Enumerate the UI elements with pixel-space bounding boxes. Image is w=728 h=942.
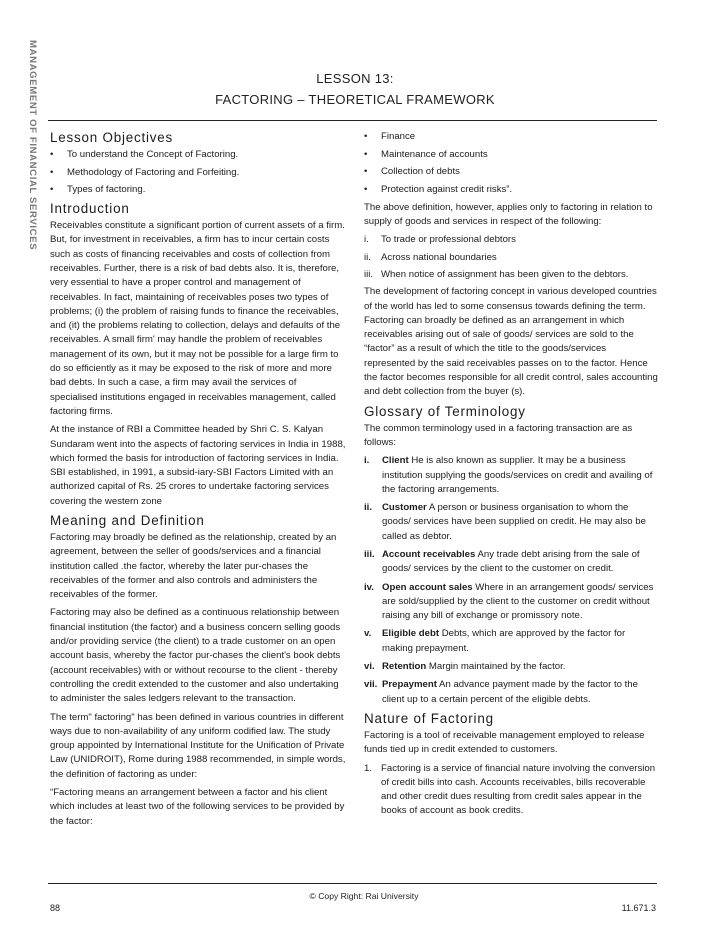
- glossary-item: [364, 627, 658, 656]
- service-item: • Finance: [364, 130, 658, 144]
- introduction-paragraph: Receivables constitute a significant portion of current assets of a firm. But, for investment in receivables, a firm has to incur certain costs such as costs of financing receivables and costs of collection from receivables. Further, there is a risk of bad debts also. It is, therefore, very essential to have a proper control and management of receivables. In fact, maintaining of receivables poses two types of problems; (i) the problem of raising funds to finance the receivables, and (it) the problems relating to collection, delays and defaults of the receivables. A small firm' may handle the problem of receivables management of its own, but it may not be possible for a large firm to do so efficiently as it may be exposed to the risk of more and more bad debts. In such a case, a firm may avail the services of specialised institutions engaged in receivables management, called factoring firms.: [50, 220, 345, 417]
- condition-text: When notice of assignment has been given to the debtors.: [381, 268, 629, 280]
- objective-item: • Methodology of Factoring and Forfeiting.: [50, 166, 346, 180]
- meaning-paragraph: Factoring may also be defined as a continuous relationship between financial institution (the factor) and a business concern selling goods and/or providing service (the client) to a trade customer on an open account basis, whereby the factor pur-chases the client's book debts (account receivables) with or without recourse to the client - thereby controlling the credit extended to the customer and also undertaking to administer the sales ledgers relevant to the transaction.: [50, 607, 341, 705]
- list-marker: iii.: [364, 548, 375, 560]
- objective-item: • To understand the Concept of Factoring.: [50, 148, 346, 162]
- nature-item: [364, 762, 658, 819]
- running-side-label: MANAGEMENT OF FINANCIAL SERVICES: [27, 40, 38, 251]
- nature-heading: Nature of Factoring: [364, 710, 494, 726]
- list-marker: iv.: [364, 581, 374, 593]
- nature-paragraph: Factoring is a tool of receivable management employed to release funds tied up in credit extended to customers.: [364, 729, 645, 756]
- definition-paragraph: The development of factoring concept in various developed countries of the world has led to some consensus towards defining the term. Factoring can broadly be defined as an arrangement in which receivables arising out of sale of goods/ services are sold to the “factor” as a result of which the title to the goods/services represented by the said receivables passes on to the factor. Hence the factor becomes responsible for all credit control, sales accounting and debt collection from the buyer (s).: [364, 286, 658, 398]
- right-column: [364, 130, 658, 822]
- lesson-header: [180, 68, 530, 110]
- glossary-term: Eligible debt: [382, 628, 440, 640]
- left-column: [50, 130, 346, 833]
- glossary-heading: Glossary of Terminology: [364, 403, 526, 419]
- glossary-item: [364, 581, 658, 624]
- glossary-list: [364, 454, 658, 707]
- glossary-text: A person or business organisation to whom the goods/ services have been supplied on credit. He may also be called as debtor.: [382, 502, 646, 542]
- service-item: • Maintenance of accounts: [364, 148, 658, 162]
- glossary-intro: The common terminology used in a factoring transaction are as follows:: [364, 422, 633, 448]
- glossary-term: Open account sales: [382, 581, 473, 593]
- glossary-text: Where in an arrangement goods/ services are sold/supplied by the client to the customer on credit without raising any bill of exchange or promissory note.: [382, 581, 654, 622]
- lesson-title: FACTORING – THEORETICAL FRAMEWORK: [215, 92, 495, 107]
- list-marker: i.: [364, 455, 370, 467]
- glossary-text: Debts, which are approved by the factor for making prepayment.: [382, 628, 626, 654]
- meaning-heading: Meaning and Definition: [50, 513, 205, 528]
- service-item: • Collection of debts: [364, 165, 658, 179]
- glossary-term: Customer: [382, 502, 427, 514]
- footer-copyright: © Copy Right: Rai University: [309, 891, 419, 901]
- list-marker: ii.: [364, 251, 371, 263]
- meaning-paragraph: The term" factoring" has been defined in various countries in different ways due to non-availability of any uniform codified law. The study group appointed by International Institute for the Unification of Private Law (UNIDROIT), Rome during 1988 recommended, in simple words, the definition of factoring as under:: [50, 711, 346, 780]
- glossary-text: Any trade debt arising from the sale of goods/ services by the client to the customer on credit.: [382, 548, 640, 575]
- condition-item: [364, 268, 658, 282]
- glossary-text: An advance payment made by the factor to the client up to a certain percent of the eligible debts.: [382, 679, 638, 705]
- list-marker: ii.: [364, 502, 372, 514]
- glossary-item: [364, 678, 658, 707]
- factor-services-list: [364, 130, 658, 197]
- lesson-number: LESSON 13:: [316, 71, 394, 86]
- glossary-term: Client: [382, 455, 409, 467]
- glossary-item: [364, 454, 658, 497]
- condition-item: [364, 251, 658, 265]
- nature-text: Factoring is a service of financial nature involving the conversion of credit bills into cash. Accounts receivables, bills recoverable and other credit dues resulting from credit sales appear in the books of account as book credits.: [381, 762, 656, 817]
- introduction-heading: Introduction: [50, 201, 130, 217]
- glossary-term: Retention: [382, 661, 427, 673]
- glossary-text: Margin maintained by the factor.: [426, 661, 566, 673]
- list-marker: 1.: [364, 762, 373, 774]
- nature-list: [364, 762, 658, 819]
- definition-quote: “Factoring means an arrangement between a factor and his client which includes at least two of the following services to be provided by the factor:: [50, 787, 345, 827]
- header-rule: [48, 120, 657, 121]
- objectives-heading: Lesson Objectives: [50, 130, 174, 145]
- glossary-term: Account receivables: [382, 548, 476, 560]
- glossary-item: [364, 660, 658, 674]
- list-marker: vi.: [364, 661, 375, 673]
- introduction-paragraph: At the instance of RBI a Committee headed by Shri C. S. Kalyan Sundaram went into the aspects of factoring services in India in 1988, which formed the basis for introduction of factoring services in India. SBI established, in 1991, a subsid-iary-SBI Factors Limited with an authorized capital of Rs. 25 crores to undertake factoring services covering the western zone: [50, 424, 346, 507]
- objective-item: • Types of factoring.: [50, 183, 346, 197]
- definition-paragraph: The above definition, however, applies only to factoring in relation to supply of goods and services in respect of the following:: [364, 201, 653, 228]
- conditions-list: [364, 233, 658, 282]
- glossary-term: Prepayment: [382, 679, 437, 691]
- list-marker: vii.: [364, 679, 378, 691]
- page-number: 88: [50, 903, 61, 913]
- glossary-text: He is also known as supplier. It may be a business institution supplying the goods/services on credit and availing of the factoring arrangements.: [382, 455, 653, 495]
- condition-text: To trade or professional debtors: [381, 234, 516, 246]
- condition-text: Across national boundaries: [381, 251, 497, 263]
- objectives-list: [50, 148, 346, 198]
- condition-item: [364, 233, 658, 247]
- list-marker: iii.: [364, 268, 374, 280]
- glossary-item: [364, 548, 658, 577]
- list-marker: i.: [364, 234, 369, 246]
- list-marker: v.: [364, 628, 372, 640]
- footer-rule: [48, 883, 657, 884]
- service-item: • Protection against credit risks”.: [364, 183, 658, 197]
- meaning-paragraph: Factoring may broadly be defined as the relationship, created by an agreement, between the seller of goods/services and a financial institution called .the factor, whereby the later pur-chases the receivables of the former and also controls and administers the receivables of the former.: [50, 532, 337, 601]
- course-code: 11.671.3: [621, 903, 656, 913]
- glossary-item: [364, 501, 658, 544]
